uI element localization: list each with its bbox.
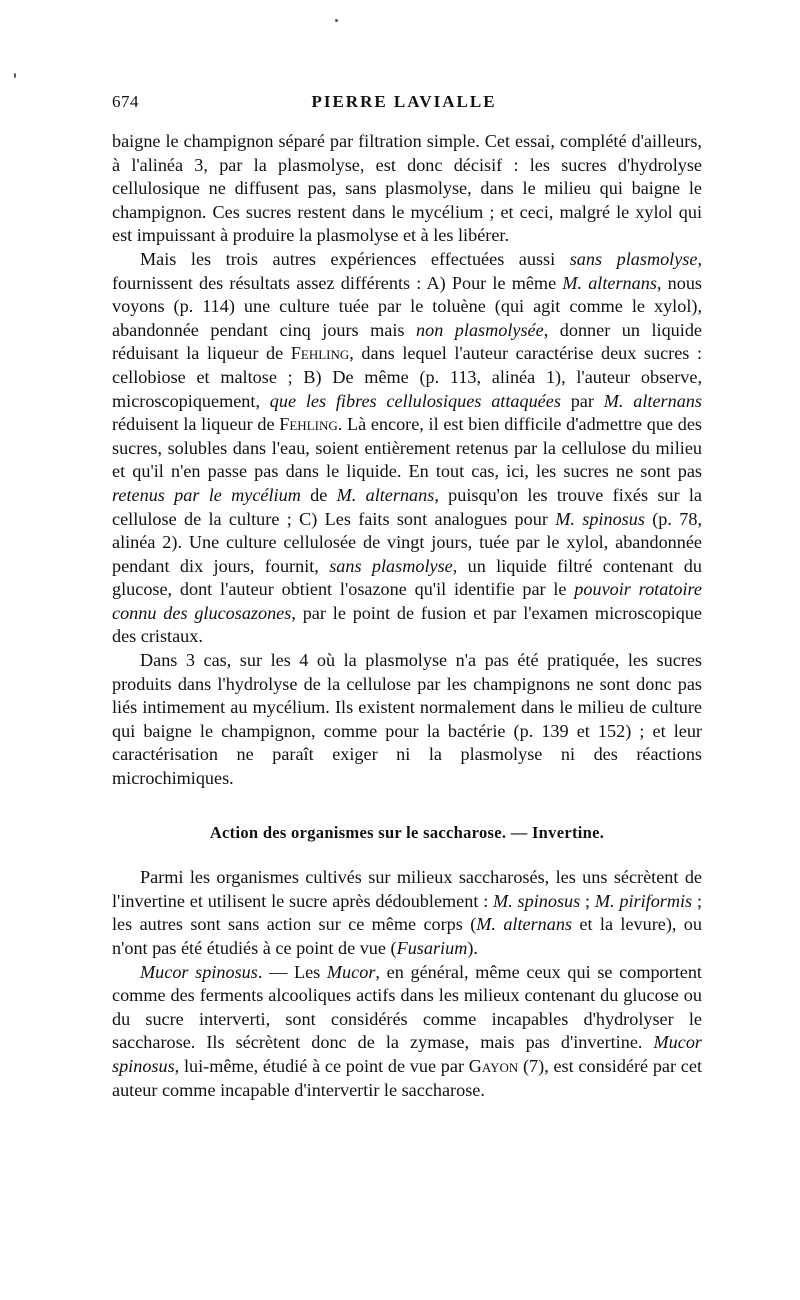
text-run: , puisqu'on les trouve fixés sur la cellulose de la culture ; C) Les faits sont analogues pour xyxy=(112,484,702,529)
section-heading: Action des organismes sur le saccharose. — Invertine. xyxy=(209,822,605,842)
text-run: , dans lequel l'auteur caractérise deux sucres : cellobiose et maltose ; B) De même (p. 113, alinéa 1), l'auteur observe, microscopiquement, xyxy=(112,343,702,411)
paragraphs-before-heading xyxy=(112,130,702,791)
body-text xyxy=(112,130,702,1102)
text-run: réduisent la liqueur de xyxy=(112,414,280,435)
italic-text: non plasmolysée xyxy=(416,319,544,340)
italic-text: sans plasmolyse xyxy=(329,555,453,576)
paragraph xyxy=(112,866,702,960)
page-speck-top xyxy=(335,19,338,22)
text-run: , par le point de fusion et par l'examen microscopique des cristaux. xyxy=(112,602,702,647)
text-run: (p. 78, alinéa 2). Une culture cellulosée de vingt jours, tuée par le xylol, abandonnée pendant dix jours, fournit, xyxy=(112,508,703,576)
italic-text: que les fibres cellulosiques attaquées xyxy=(269,390,561,411)
author-name: Fehling xyxy=(279,414,338,435)
text-run: ; les autres sont sans action sur ce même corps ( xyxy=(112,890,702,935)
italic-text: M. spinosus xyxy=(555,508,645,529)
text-run: , fournissent des résultats assez différents : A) Pour le même xyxy=(112,248,702,293)
text-run: ). xyxy=(467,938,478,958)
italic-text: retenus par le mycélium xyxy=(112,484,301,505)
italic-text: Mucor spinosus xyxy=(140,961,258,982)
text-run: de xyxy=(300,484,337,505)
italic-text: M. spinosus xyxy=(493,890,581,911)
italic-text: M. alternans xyxy=(603,390,702,411)
italic-text: M. alternans xyxy=(476,914,573,935)
text-run: ; xyxy=(580,890,595,911)
text-run: . Là encore, il est bien difficile d'admettre que des sucres, solubles dans l'eau, soient entièrement retenus par la cellulose du milieu et qu'il n'en passe pas dans le liquide. En tout cas, ici, les sucres ne sont pas xyxy=(112,414,703,482)
italic-text: Mucor xyxy=(326,961,376,982)
page-speck-left xyxy=(14,73,16,78)
author-name: Fehling xyxy=(290,343,350,364)
text-run: , nous voyons (p. 114) une culture tuée par le toluène (qui agit comme le xylol), abandonnée pendant cinq jours mais xyxy=(112,272,703,340)
paragraphs-after-heading xyxy=(112,866,702,1102)
text-run: et la levure), ou n'ont pas été étudiés à ce point de vue ( xyxy=(112,914,702,958)
paragraph xyxy=(112,961,702,1103)
author-name: Gayon xyxy=(468,1055,519,1076)
italic-text: Mucor spinosus xyxy=(112,1032,702,1076)
paragraph xyxy=(112,649,702,791)
text-run: par xyxy=(560,390,604,411)
page-header xyxy=(112,92,696,116)
page-number: 674 xyxy=(112,92,139,111)
italic-text: pouvoir rotatoire connu des glucosazones xyxy=(112,579,702,623)
italic-text: M. alternans xyxy=(562,272,657,293)
text-run: baigne le champignon séparé par filtration simple. Cet essai, complété d'ailleurs, à l'alinéa 3, par la plasmolyse, est donc décisif : les sucres d'hydrolyse cellulosique ne diffusent pas, sans plasmolyse, dans le milieu qui baigne le champignon. Ces sucres restent dans le mycélium ; et ceci, malgré le xylol qui est impuissant à produire la plasmolyse et à les libérer. xyxy=(112,131,702,246)
text-run: Mais les trois autres expériences effectuées aussi xyxy=(140,248,570,269)
running-title: PIERRE LAVIALLE xyxy=(311,92,497,111)
text-run: , en général, même ceux qui se comportent comme des ferments alcooliques actifs dans les milieux contenant du glucose ou du sucre interverti, sont considérés comme incapables d'hydrolyser le saccharose. Ils sécrètent donc de la zymase, mais pas d'invertine. xyxy=(112,961,702,1053)
text-run: , donner un liquide réduisant la liqueur de xyxy=(112,319,702,364)
text-run: , lui-même, étudié à ce point de vue par xyxy=(174,1055,469,1076)
text-run: , un liquide filtré contenant du glucose, dont l'auteur obtient l'osazone qu'il identifie par le xyxy=(112,555,702,600)
text-run: . — Les xyxy=(257,961,327,982)
italic-text: M. piriformis xyxy=(594,890,693,911)
italic-text: sans plasmolyse xyxy=(569,248,698,269)
italic-text: M. alternans xyxy=(336,484,435,505)
text-run: (7), est considéré par cet auteur comme incapable d'intervertir le saccharose. xyxy=(112,1055,702,1100)
text-run: Parmi les organismes cultivés sur milieux saccharosés, les uns sécrètent de l'invertine et utilisent le sucre après dédoublement : xyxy=(112,867,702,911)
paragraph xyxy=(112,248,702,649)
text-run: Dans 3 cas, sur les 4 où la plasmolyse n'a pas été pratiquée, les sucres produits dans l'hydrolyse de la cellulose par les champignons ne sont donc pas liés intimement au mycélium. Ils existent normalement dans le milieu de culture qui baigne le champignon, comme pour la bactérie (p. 139 et 152) ; et leur caractérisation ne paraît exiger ni la plasmolyse ni des réactions microchimiques. xyxy=(112,650,702,789)
italic-text: Fusarium xyxy=(396,938,468,958)
paragraph xyxy=(112,130,702,248)
